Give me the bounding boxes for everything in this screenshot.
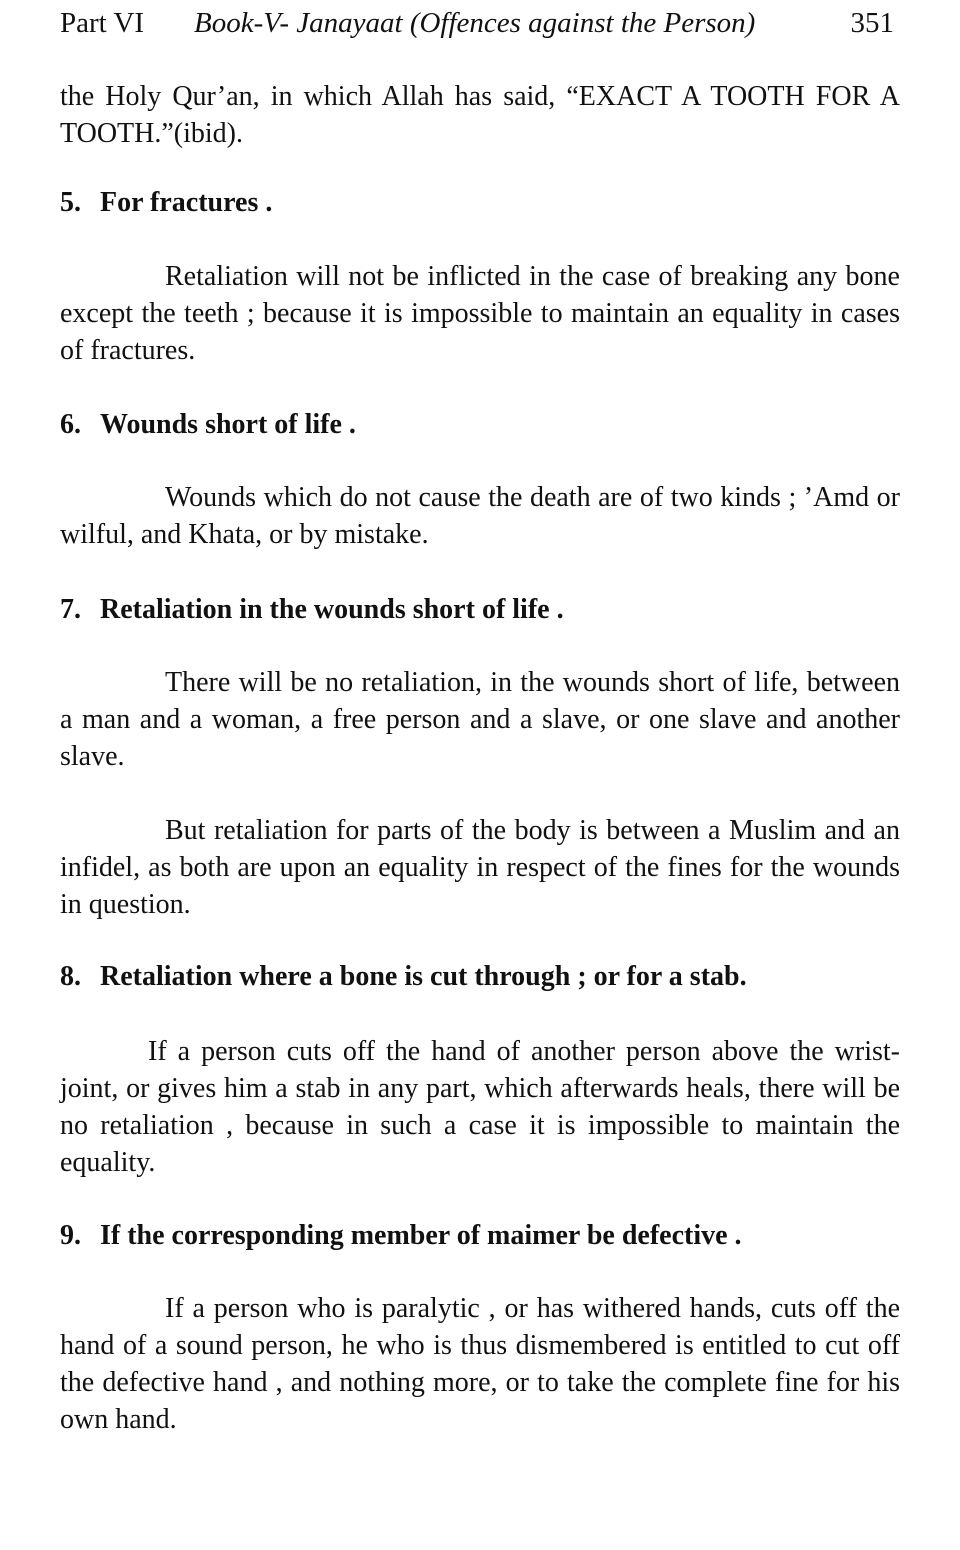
section-title: If the corresponding member of maimer be defective . [100,1220,742,1251]
section-number: 9. [60,1220,81,1251]
book-title: Book-V- Janayaat (Offences against the Person) [194,7,756,39]
section-heading-9 [60,1219,900,1253]
intro-paragraph: the Holy Qur’an, in which Allah has said, “EXACT A TOOTH FOR A TOOTH.”(ibid). [60,81,900,149]
section-number: 8. [60,961,81,992]
section-6-paragraph: Wounds which do not cause the death are of two kinds ; ’Amd or wilful, and Khata, or by mistake. [60,482,900,550]
section-title: Retaliation where a bone is cut through ; or for a stab. [100,961,747,992]
page-number: 351 [850,7,894,39]
section-heading-6 [60,408,900,442]
section-9-paragraph: If a person who is paralytic , or has withered hands, cuts off the hand of a sound person, he who is thus dismembered is entitled to cut off the defective hand , and nothing more, or to take the complete fine for his own hand. [60,1293,900,1435]
section-heading-5 [60,186,900,220]
section-number: 7. [60,594,81,625]
section-heading-8 [60,960,900,994]
section-7-paragraph-1: There will be no retaliation, in the wounds short of life, between a man and a woman, a free person and a slave, or one slave and another slave. [60,667,900,772]
section-number: 6. [60,409,81,440]
part-label: Part VI [60,7,145,39]
section-heading-7 [60,593,900,627]
section-7-paragraph-2: But retaliation for parts of the body is between a Muslim and an infidel, as both are upon an equality in respect of the fines for the wounds in question. [60,815,900,920]
section-number: 5. [60,187,81,218]
section-title: Retaliation in the wounds short of life . [100,594,564,625]
section-title: For fractures . [100,187,273,218]
section-title: Wounds short of life . [100,409,356,440]
section-8-paragraph: If a person cuts off the hand of another person above the wrist- joint, or gives him a stab in any part, which afterwards heals, there will be no retaliation , because in such a case it is impossible to maintain the equality. [60,1036,900,1178]
section-5-paragraph: Retaliation will not be inflicted in the case of breaking any bone except the teeth ; because it is impossible to maintain an equality in cases of fractures. [60,261,900,366]
